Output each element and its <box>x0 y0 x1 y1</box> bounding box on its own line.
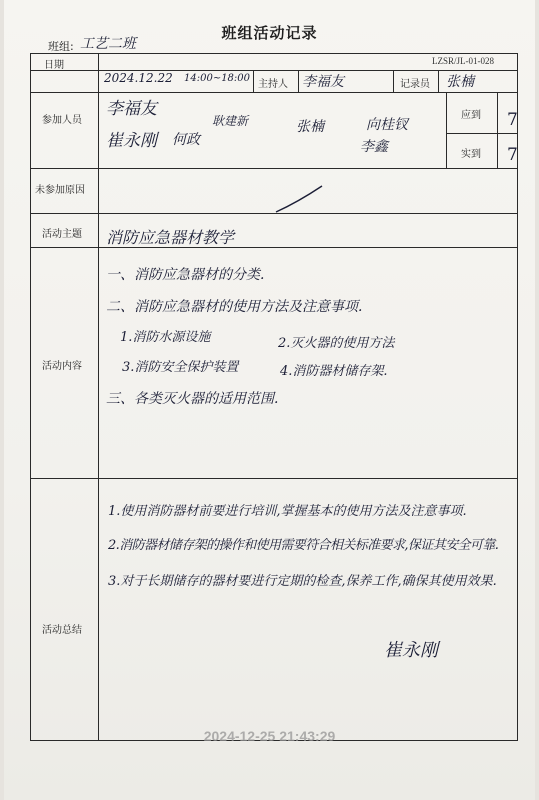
team-label: 班组: <box>48 40 74 53</box>
document-code: LZSR/JL-01-028 <box>432 56 494 66</box>
content-line: 一、消防应急器材的分类. <box>106 267 265 283</box>
column-divider <box>393 70 394 92</box>
column-divider <box>497 92 498 168</box>
strike-through-mark <box>270 182 330 218</box>
column-divider <box>438 70 439 92</box>
participant-name: 李福友 <box>106 99 157 119</box>
row-divider <box>30 478 518 479</box>
expected-count-value: 7 <box>507 110 518 130</box>
participants-label: 参加人员 <box>42 115 82 126</box>
team-value: 工艺二班 <box>80 36 136 52</box>
participant-name: 李鑫 <box>360 139 388 155</box>
content-line: 2.灭火器的使用方法 <box>278 336 395 351</box>
row-divider <box>30 92 518 93</box>
row-divider <box>30 168 518 169</box>
expected-count-label: 应到 <box>461 110 481 121</box>
strike-through-stroke <box>276 186 322 212</box>
content-line: 三、各类灭火器的适用范围. <box>106 391 279 407</box>
summary-signature: 崔永刚 <box>384 640 438 661</box>
actual-count-label: 实到 <box>461 149 481 160</box>
column-divider <box>98 53 99 741</box>
column-divider <box>446 92 447 168</box>
recorder-label: 记录员 <box>400 79 430 90</box>
content-line: 4.消防器材储存架. <box>280 364 388 379</box>
summary-line: 1.使用消防器材前要进行培训,掌握基本的使用方法及注意事项. <box>108 504 467 519</box>
actual-count-value: 7 <box>507 145 518 165</box>
column-divider <box>298 70 299 92</box>
content-line: 二、消防应急器材的使用方法及注意事项. <box>106 299 363 315</box>
topic-label: 活动主题 <box>42 229 82 240</box>
participant-name: 向桂钗 <box>366 117 408 133</box>
time-value: 14:00~18:00 <box>184 73 251 84</box>
host-label: 主持人 <box>258 79 288 90</box>
summary-line: 3.对于长期储存的器材要进行定期的检查,保养工作,确保其使用效果. <box>108 574 497 589</box>
date-label: 日期 <box>44 60 64 71</box>
recorder-value: 张楠 <box>446 74 474 90</box>
photo-timestamp: 2024-12-25 21:43:29 <box>203 728 336 744</box>
topic-value: 消防应急器材教学 <box>106 228 235 247</box>
row-divider <box>30 247 518 248</box>
host-value: 李福友 <box>302 74 344 90</box>
content-label: 活动内容 <box>42 361 82 372</box>
row-divider <box>446 133 518 134</box>
participant-name: 崔永刚 <box>106 131 157 151</box>
summary-line: 2.消防器材储存架的操作和使用需要符合相关标准要求,保证其安全可靠. <box>108 538 499 553</box>
participant-name: 耿建新 <box>212 114 249 128</box>
absent-reason-label: 未参加原因 <box>35 185 85 196</box>
page-title: 班组活动记录 <box>221 24 318 42</box>
date-value: 2024.12.22 <box>104 71 173 85</box>
participant-name: 张楠 <box>296 119 324 135</box>
content-line: 1.消防水源设施 <box>120 330 211 345</box>
summary-label: 活动总结 <box>42 625 82 636</box>
column-divider <box>253 70 254 92</box>
participant-name: 何政 <box>172 132 200 148</box>
content-line: 3.消防安全保护装置 <box>122 360 239 375</box>
